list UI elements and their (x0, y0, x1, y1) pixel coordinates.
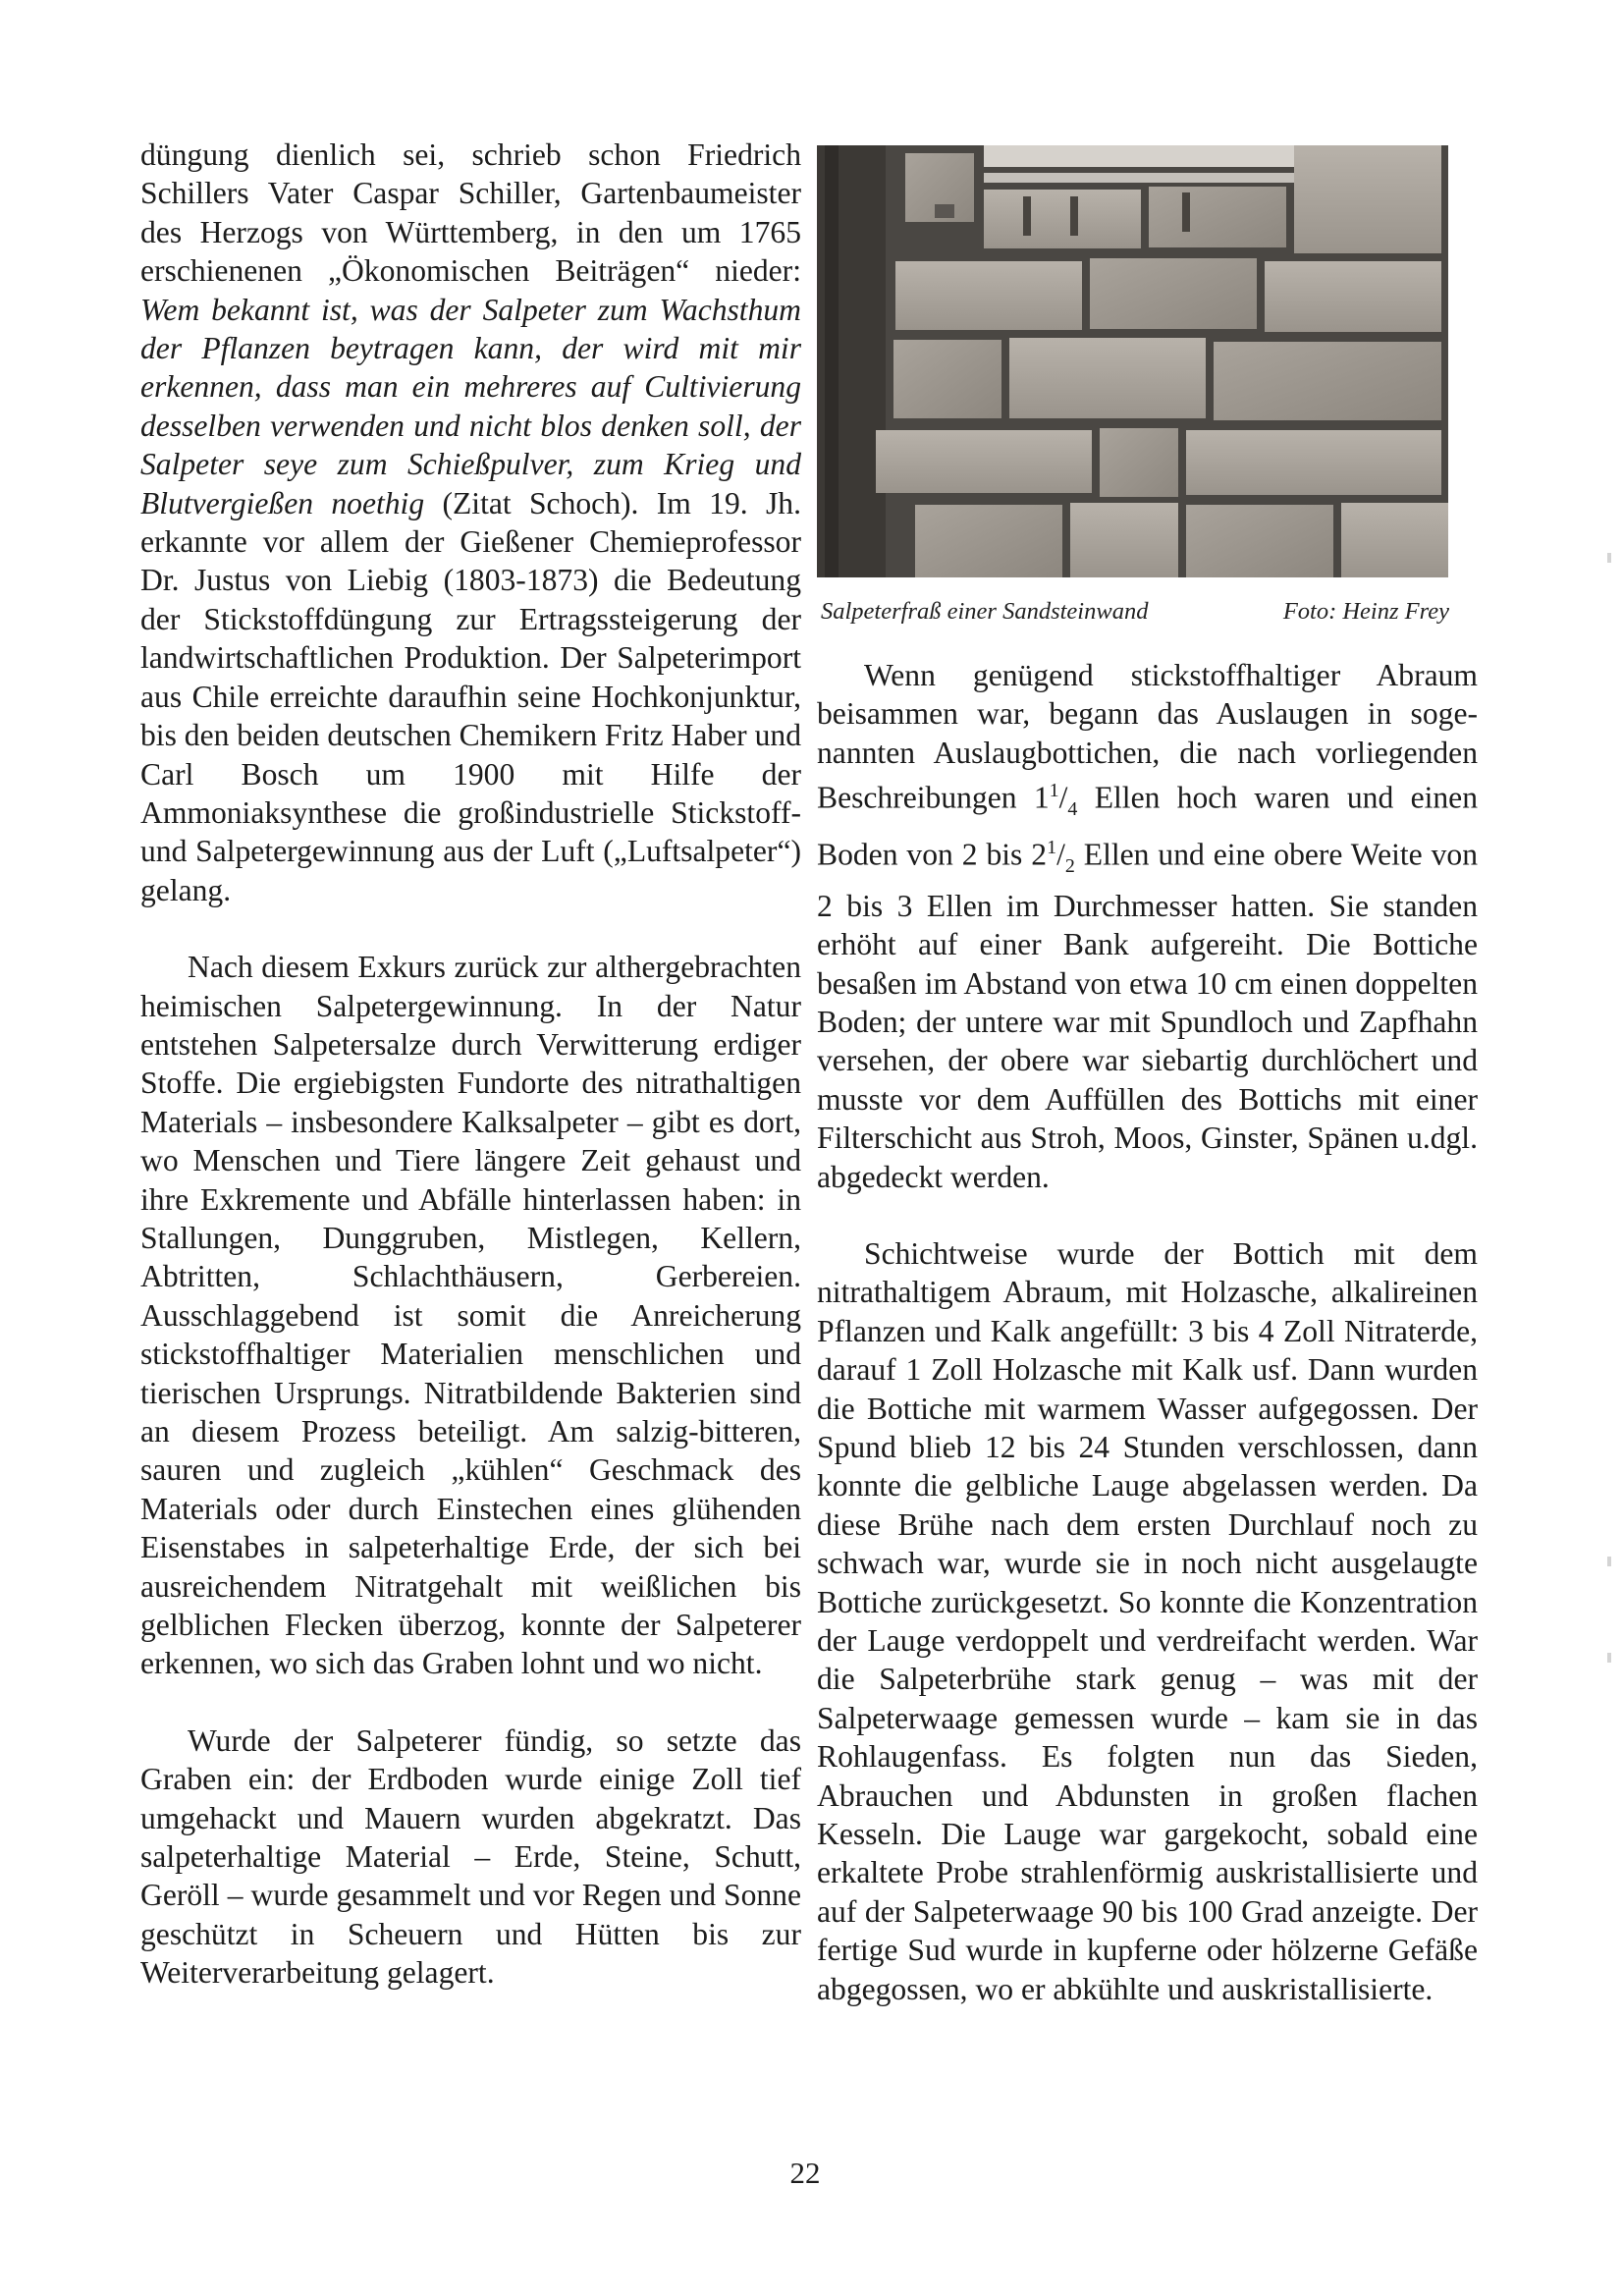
left-column (140, 136, 801, 1993)
schiller-quote: Wem bekannt ist, was der Salpeter zum Wachsthum der Pflanzen beytragen kann, der wird mit mir erkennen, dass man ein mehreres auf Cultivierung desselben verwenden und nicht blos denken soll, der Salpeter seye zum Schießpulver, zum Krieg und Blutvergießen noethig (140, 292, 801, 520)
scan-mark (1607, 1557, 1611, 1566)
page-number: 22 (789, 2156, 821, 2190)
fraction-denominator-2: 2 (1064, 855, 1075, 878)
paragraph-leaching-text-b: Ellen hoch waren und einen Boden von 2 bis 2 (817, 780, 1478, 872)
paragraph-intro-text-a: düngung dienlich sei, schrieb schon Friedrich Schillers Vater Caspar Schiller, Gartenbaumeister des Herzogs von Württemberg, in den um 1765 erschienenen „Ökonomischen Beiträgen“ nieder: (140, 137, 801, 289)
fraction-denominator-1: 4 (1067, 798, 1078, 821)
paragraph-intro (140, 136, 801, 909)
paragraph-leaching: Wenn genügend stickstoffhaltiger Abraum beisammen war, begann das Auslaugen in sogenannten Auslaugbottichen, die nach vorliegenden Beschreibungen $1^1/_4$ Ellen hoch waren und einen Boden von 2 bis $2^1/_2$ Ellen und eine obere Weite von 2 bis 3 Ellen im Durchmesser hatten. Sie standen erhöht auf einer Bank aufgereiht. Die Bottiche besaßen im Abstand von etwa 10 cm einen doppelten Boden; der untere war mit Spundloch und Zapfhahn versehen, der obere war siebartig durchlöchert und musste vor dem Auffüllen des Bottichs mit einer Filterschicht aus Stroh, Moos, Ginster, Spänen u.dgl. abgedeckt werden. (817, 658, 1479, 1194)
paragraph-digging: Wurde der Salpeterer fündig, so setzte das Graben ein: der Erdboden wurde einige Zoll tief umgehackt und Mauern wurden abgekratzt. Das salpeterhaltige Material – Erde, Steine, Schutt, Geröll – wurde gesammelt und vor Regen und Sonne geschützt in Scheuern und Hütten bis zur Weiterverarbeitung gelagert. (140, 1722, 801, 1991)
scan-mark (1607, 1653, 1611, 1663)
paragraph-leaching-text-a: Wenn genügend stickstoffhaltiger Abraum beisammen war, begann das Auslaugen in sogenannten Auslaugbottichen, die nach vorliegenden Beschreibungen 1 (817, 658, 1478, 815)
right-column (817, 656, 1478, 2008)
fraction-numerator-2: 1 (1047, 837, 1057, 859)
fraction-numerator-1: 1 (1049, 780, 1059, 802)
figure-credit: Foto: Heinz Frey (1282, 598, 1449, 625)
paragraph-layering: Schichtweise wurde der Bottich mit dem nitrathaltigem Abraum, mit Holzasche, alkalireinen Pflanzen und Kalk angefüllt: 3 bis 4 Zoll Nitraterde, darauf 1 Zoll Holzasche mit Kalk usf. Dann wurden die Bottiche mit warmem Wasser aufgegossen. Der Spund blieb 12 bis 24 Stunden verschlossen, dann konnte die gelbliche Lauge abgelassen werden. Da diese Brühe nach dem ersten Durchlauf noch zu schwach war, wurde sie in noch nicht ausgelaugte Bottiche zurückgesetzt. So konnte die Konzentration der Lauge verdoppelt und verdreifacht werden. War die Salpeterbrühe stark genug – was mit der Salpeterwaage gemessen wurde – kam sie in das Rohlaugenfass. Es folgten nun das Sieden, Abrauchen und Abdunsten in großen flachen Kesseln. Die Lauge war gargekocht, sobald eine erkaltete Probe strahlenförmig auskristallisierte und auf der Salpeterwaage 90 bis 100 Grad anzeigte. Der fertige Sud wurde in kupferne oder hölzerne Gefäße abgegossen, wo er abkühlte und auskristallisierte. (817, 1235, 1478, 2006)
paragraph-intro-text-b: (Zitat Schoch). Im 19. Jh. erkannte vor allem der Gießener Chemieprofessor Dr. Justus von Liebig (1803-1873) die Bedeutung der Stickstoffdüngung zur Ertragssteigerung der landwirtschaftlichen Produktion. Der Salpeterimport aus Chile erreichte daraufhin seine Hochkonjunktur, bis den beiden deutschen Chemikern Fritz Haber und Carl Bosch um 1900 mit Hilfe der Ammoniaksynthese die großindustrielle Stickstoff- und Salpetergewinnung aus der Luft („Luftsalpeter“) gelang. (140, 485, 801, 907)
figure-caption: Salpeterfraß einer Sandsteinwand (821, 598, 1149, 625)
paragraph-excursion: Nach diesem Exkurs zurück zur althergebrachten heimischen Salpetergewinnung. In der Natur entstehen Salpetersalze durch Verwitterung erdiger Stoffe. Die ergiebigsten Fundorte des nitrathaltigen Materials – insbesondere Kalksalpeter – gibt es dort, wo Menschen und Tiere längere Zeit gehaust und ihre Exkremente und Abfälle hinterlassen haben: in Stallungen, Dunggruben, Mistlegen, Kellern, Abtritten, Schlachthäusern, Gerbereien. Ausschlaggebend ist somit die Anreicherung stickstoffhaltiger Materialien menschlichen und tierischen Ursprungs. Nitratbildende Bakterien sind an diesem Prozess beteiligt. Am salzig-bitteren, sauren und zugleich „kühlen“ Geschmack des Materials oder durch Einstechen eines glühenden Eisenstabes in salpeterhaltige Erde, der sich bei ausreichendem Nitratgehalt mit weißlichen bis gelblichen Flecken überzog, konnte der Salpeterer erkennen, wo sich das Graben lohnt und wo nicht. (140, 950, 801, 1681)
sandstone-wall-photo (817, 145, 1448, 577)
figure-caption-row (821, 598, 1449, 626)
scan-mark (1607, 553, 1611, 563)
photo-image (817, 145, 1448, 577)
paragraph-leaching-text-c: Ellen und eine obere Weite von 2 bis 3 Ellen im Durchmesser hatten. Sie standen erhöht auf einer Bank aufgereiht. Die Bottiche besaßen im Abstand von etwa 10 cm einen doppelten Boden; der untere war mit Spundloch und Zapfhahn versehen, der obere war siebartig durchlöchert und musste vor dem Auffüllen des Bottichs mit einer Filterschicht aus Stroh, Moos, Ginster, Spänen u.dgl. abgedeckt werden. (817, 838, 1479, 1194)
